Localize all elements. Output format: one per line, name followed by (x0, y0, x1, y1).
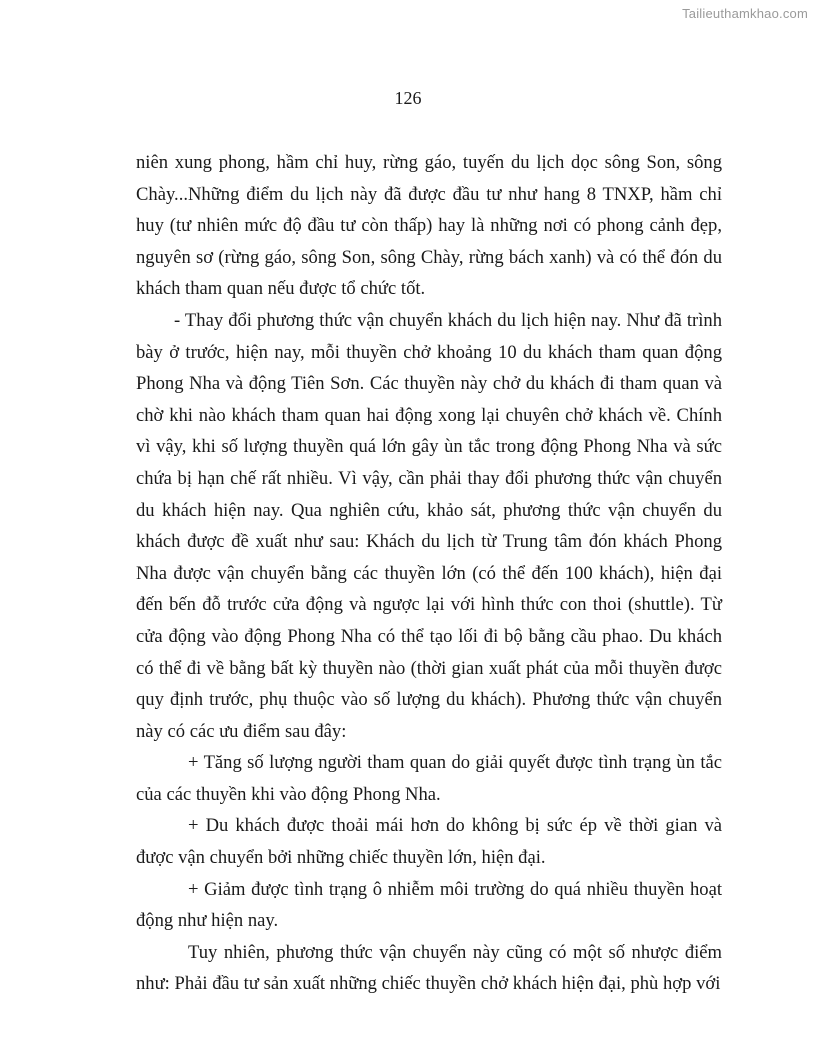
paragraph-transport-change: - Thay đổi phương thức vận chuyển khách du lịch hiện nay. Như đã trình bày ở trước, hiện nay, mỗi thuyền chở khoảng 10 du khách tham quan động Phong Nha và động Tiên Sơn. Các thuyền này chở du khách đi tham quan và chờ khi nào khách tham quan hai động xong lại chuyên chở khách về. Chính vì vậy, khi số lượng thuyền quá lớn gây ùn tắc trong động Phong Nha và sức chứa bị hạn chế rất nhiều. Vì vậy, cần phải thay đổi phương thức vận chuyển du khách hiện nay. Qua nghiên cứu, khảo sát, phương thức vận chuyển du khách được đề xuất như sau: Khách du lịch từ Trung tâm đón khách Phong Nha được vận chuyển bằng các thuyền lớn (có thể đến 100 khách), hiện đại đến bến đỗ trước cửa động và ngược lại với hình thức con thoi (shuttle). Từ cửa động vào động Phong Nha có thể tạo lối đi bộ bằng cầu phao. Du khách có thể đi về bằng bất kỳ thuyền nào (thời gian xuất phát của mỗi thuyền được quy định trước, phụ thuộc vào số lượng du khách). Phương thức vận chuyển này có các ưu điểm sau đây: (136, 309, 722, 742)
paragraph-advantage-3: + Giảm được tình trạng ô nhiễm môi trường do quá nhiều thuyền hoạt động như hiện nay. (136, 878, 722, 932)
paragraph-continuation: niên xung phong, hầm chỉ huy, rừng gáo, tuyến du lịch dọc sông Son, sông Chày...Những điểm du lịch này đã được đầu tư như hang 8 TNXP, hầm chỉ huy (tư nhiên mức độ đầu tư còn thấp) hay là những nơi có phong cảnh đẹp, nguyên sơ (rừng gáo, sông Son, sông Chày, rừng bách xanh) và có thể đón du khách tham quan nếu được tổ chức tốt. (136, 152, 722, 300)
paragraph-advantage-2: + Du khách được thoải mái hơn do không bị sức ép về thời gian và được vận chuyển bởi những chiếc thuyền lớn, hiện đại. (136, 815, 722, 869)
document-body (136, 147, 722, 1000)
paragraph-advantage-1: + Tăng số lượng người tham quan do giải quyết được tình trạng ùn tắc của các thuyền khi vào động Phong Nha. (136, 752, 722, 805)
watermark: Tailieuthamkhao.com (682, 6, 808, 21)
page-number: 126 (394, 88, 422, 108)
paragraph-disadvantage: Tuy nhiên, phương thức vận chuyển này cũng có một số nhược điểm như: Phải đầu tư sản xuất những chiếc thuyền chở khách hiện đại, phù hợp với (136, 941, 722, 995)
